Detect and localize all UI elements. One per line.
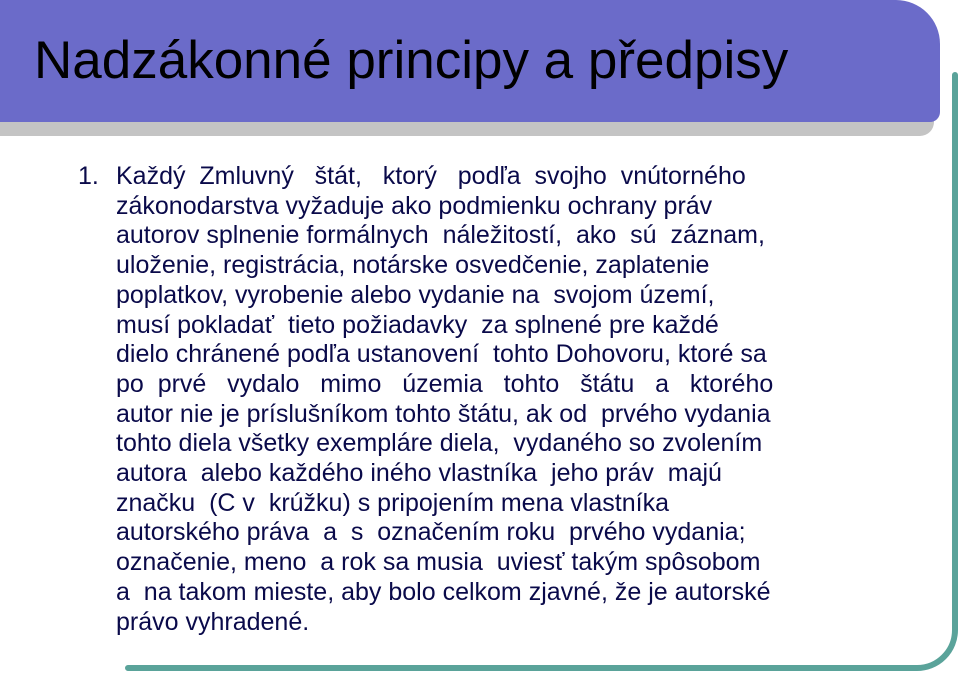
paragraph-line: musí pokladať tieto požiadavky za splnené pre každé <box>116 310 719 339</box>
paragraph-line: tohto diela všetky exempláre diela, vydaného so zvolením <box>116 429 763 458</box>
paragraph-line: autora alebo každého iného vlastníka jeho práv majú <box>116 459 722 488</box>
paragraph-line: uloženie, registrácia, notárske osvedčenie, zaplatenie <box>116 251 710 280</box>
paragraph-line: autorského práva a s označením roku prvého vydania; <box>116 518 746 547</box>
paragraph-line: poplatkov, vyrobenie alebo vydanie na svojom území, <box>116 280 715 309</box>
paragraph-line: právo vyhradené. <box>116 607 310 636</box>
paragraph-line: označenie, meno a rok sa musia uviesť takým spôsobom <box>116 548 761 577</box>
paragraph-line: a na takom mieste, aby bolo celkom zjavné, že je autorské <box>116 577 771 606</box>
paragraph-line: Každý Zmluvný štát, ktorý podľa svojho vnútorného <box>116 162 746 190</box>
paragraph-line: dielo chránené podľa ustanovení tohto Dohovoru, ktoré sa <box>116 340 767 369</box>
paragraph-line: značku (C v krúžku) s pripojením mena vlastníka <box>116 488 669 517</box>
paragraph-line: zákonodarstva vyžaduje ako podmienku ochrany práv <box>116 191 713 220</box>
numbered-paragraph <box>78 162 920 637</box>
item-number: 1. <box>78 162 99 190</box>
paragraph-line: autorov splnenie formálnych náležitostí, ako sú záznam, <box>116 221 765 250</box>
slide-title: Nadzákonné principy a předpisy <box>34 31 789 90</box>
paragraph-line: autor nie je príslušníkom tohto štátu, ak od prvého vydania <box>116 399 771 428</box>
paragraph-line: po prvé vydalo mimo územia tohto štátu a ktorého <box>116 369 774 398</box>
